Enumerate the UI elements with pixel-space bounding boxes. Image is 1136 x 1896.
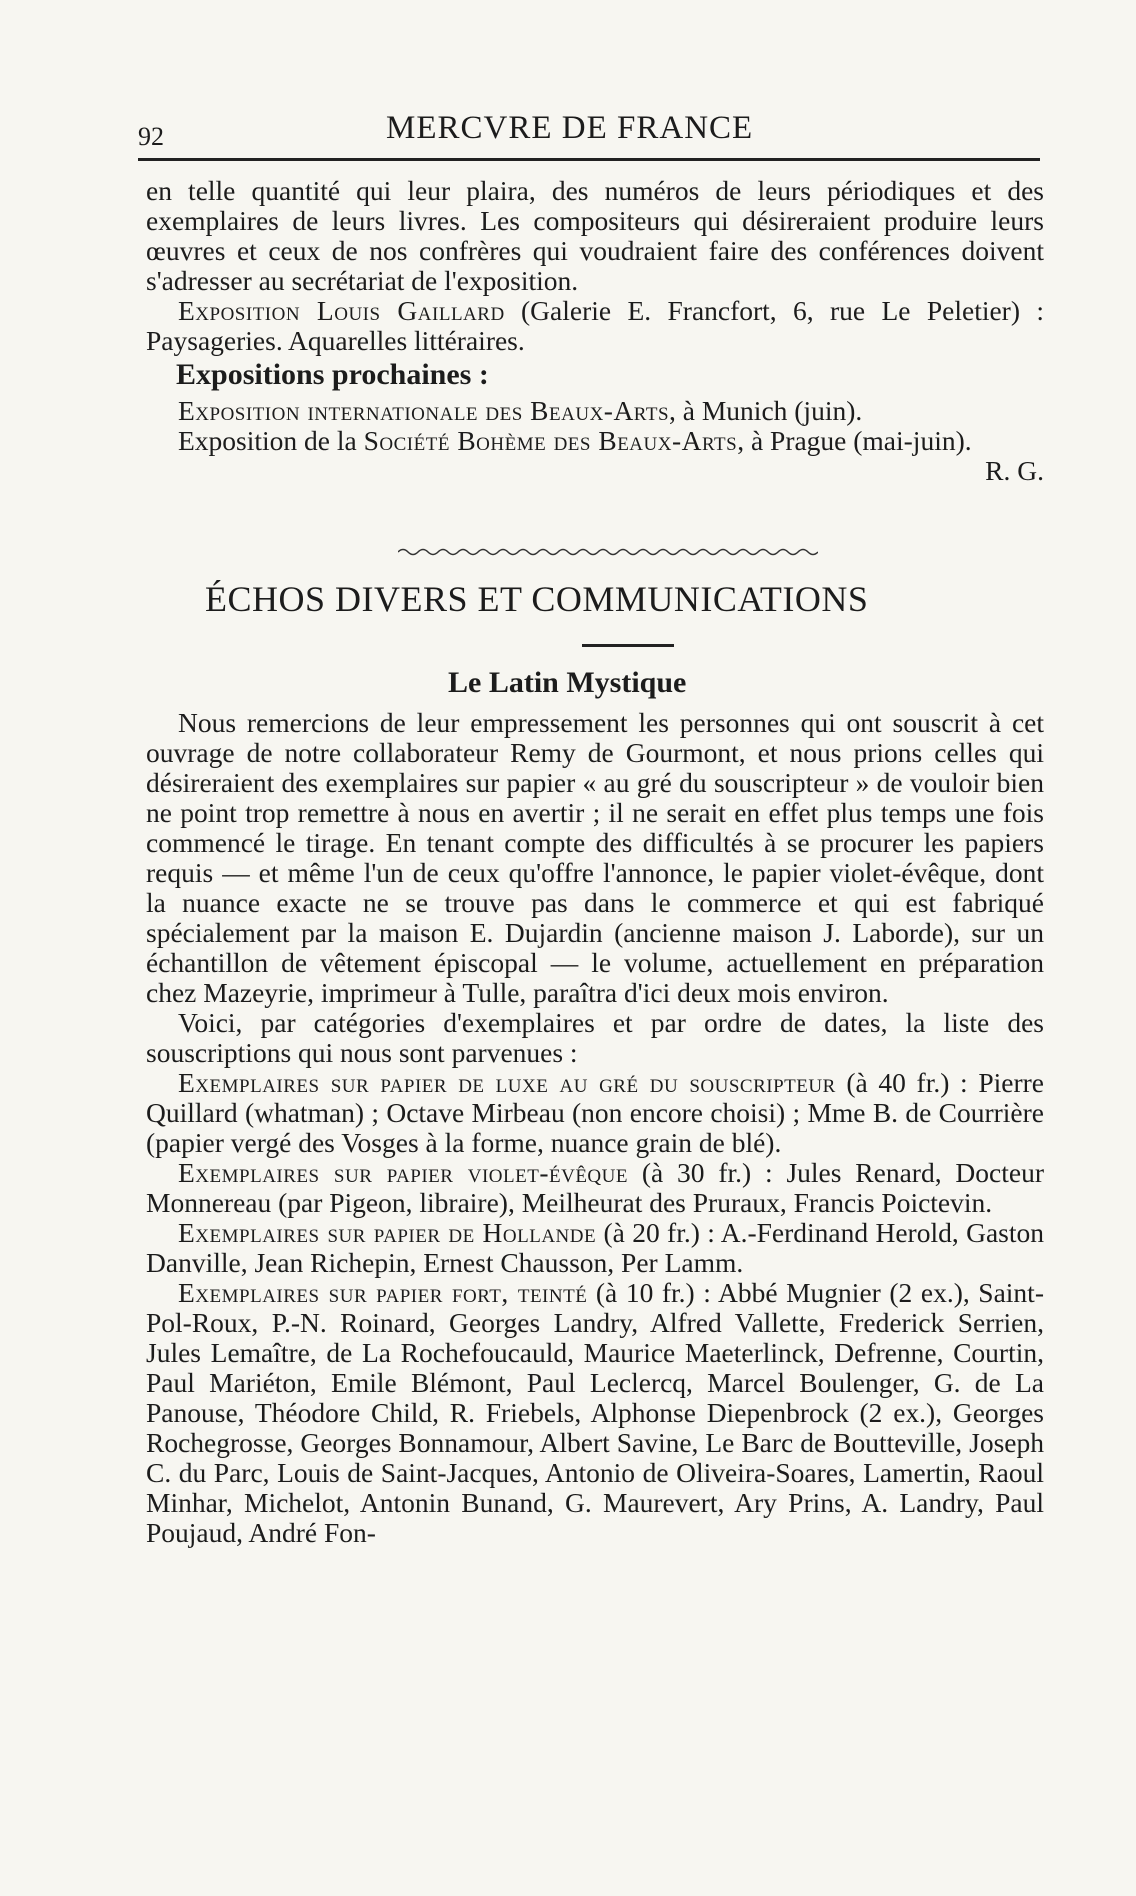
category-names: (à 30 fr.) : Jules Renard, Docteur Monnereau (par Pigeon, libraire), Meilheurat des Pruraux, Francis Poictevin. xyxy=(146,1157,1044,1218)
category-hollande xyxy=(146,1218,1044,1278)
category-label: Exemplaires sur papier fort, teinté xyxy=(178,1277,588,1308)
paragraph-list-intro: Voici, par catégories d'exemplaires et par ordre de dates, la liste des souscriptions qui nous sont parvenues : xyxy=(146,1007,1044,1068)
paragraph-prague xyxy=(146,426,1044,456)
signature: R. G. xyxy=(985,455,1044,486)
page-number: 92 xyxy=(138,122,164,151)
exhibition-details: (Galerie E. Francfort, 6, rue Le Peletier) : Paysageries. Aquarelles littéraires. xyxy=(146,295,1044,356)
exhibition-details: , à Prague (mai-juin). xyxy=(737,425,972,456)
article-body xyxy=(146,708,1044,1548)
paragraph-gaillard xyxy=(146,296,1044,356)
running-head xyxy=(138,100,1058,151)
category-names: (à 10 fr.) : Abbé Mugnier (2 ex.), Saint-Pol-Roux, P.-N. Roinard, Georges Landry, Alfred Vallette, Frederick Serrien, Jules Lemaître, de La Rochefoucauld, Maurice Maeterlinck, Defrenne, Courtin, Paul Mariéton, Emile Blémont, Paul Leclercq, Marcel Boulenger, G. de La Panouse, Théodore Child, R. Friebels, Alphonse Diepenbrock (2 ex.), Georges Rochegrosse, Georges Bonnamour, Albert Savine, Le Barc de Boutteville, Joseph C. du Parc, Louis de Saint-Jacques, Antonio de Oliveira-Soares, Lamertin, Raoul Minhar, Michelot, Antonin Bunand, G. Maurevert, Ary Prins, A. Landry, Paul Poujaud, André Fon- xyxy=(146,1277,1044,1548)
exhibition-name: Exposition Louis Gaillard xyxy=(178,295,505,326)
running-title: MERCVRE DE FRANCE xyxy=(386,110,754,146)
category-label: Exemplaires sur papier de luxe au gré du souscripteur xyxy=(178,1067,836,1098)
wavy-rule-ornament xyxy=(398,546,818,558)
previous-article xyxy=(146,176,1044,486)
category-fort xyxy=(146,1278,1044,1548)
article-subtitle: Le Latin Mystique xyxy=(448,666,687,699)
category-violet xyxy=(146,1158,1044,1218)
section-title: ÉCHOS DIVERS ET COMMUNICATIONS xyxy=(205,579,869,619)
exhibition-details: , à Munich (juin). xyxy=(669,395,863,426)
section-title-rule xyxy=(582,644,674,647)
exhibition-prefix: Exposition de la xyxy=(178,425,364,456)
exhibition-name: Société Bohème des Beaux-Arts xyxy=(363,425,738,456)
category-names: (à 40 fr.) : Pierre Quillard (whatman) ; Octave Mirbeau (non encore choisi) ; Mme B. de Courrière (papier vergé des Vosges à la forme, nuance grain de blé). xyxy=(146,1067,1044,1158)
paragraph-munich xyxy=(146,396,1044,426)
category-label: Exemplaires sur papier de Hollande xyxy=(178,1217,597,1248)
category-label: Exemplaires sur papier violet-évêque xyxy=(178,1157,628,1188)
category-luxe xyxy=(146,1068,1044,1158)
category-names: (à 20 fr.) : A.-Ferdinand Herold, Gaston Danville, Jean Richepin, Ernest Chausson, Per Lamm. xyxy=(146,1217,1044,1278)
upcoming-heading: Expositions prochaines : xyxy=(176,358,489,391)
paragraph-thanks: Nous remercions de leur empressement les personnes qui ont souscrit à cet ouvrage de notre collaborateur Remy de Gourmont, et nous prions celles qui désireraient des exemplaires sur papier « au gré du souscripteur » de vouloir bien ne point trop remettre à nous en avertir ; il ne serait en effet plus temps une fois commencé le tirage. En tenant compte des difficultés à se procurer les papiers requis — et même l'un de ceux qu'offre l'annonce, le papier violet-évêque, dont la nuance exacte ne se trouve pas dans le commerce et qui est fabriqué spécialement par la maison E. Dujardin (ancienne maison J. Laborde), sur un échantillon de vêtement épiscopal — le volume, actuellement en préparation chez Mazeyrie, imprimeur à Tulle, paraîtra d'ici deux mois environ. xyxy=(146,707,1044,1008)
exhibition-name: Exposition internationale des Beaux-Arts xyxy=(178,395,670,426)
paragraph-exposition-info: en telle quantité qui leur plaira, des numéros de leurs périodiques et des exemplaires de leurs livres. Les compositeurs qui désireraient produire leurs œuvres et ceux de nos confrères qui voudraient faire des conférences doivent s'adresser au secrétariat de l'exposition. xyxy=(146,175,1044,296)
header-rule xyxy=(138,158,1040,161)
